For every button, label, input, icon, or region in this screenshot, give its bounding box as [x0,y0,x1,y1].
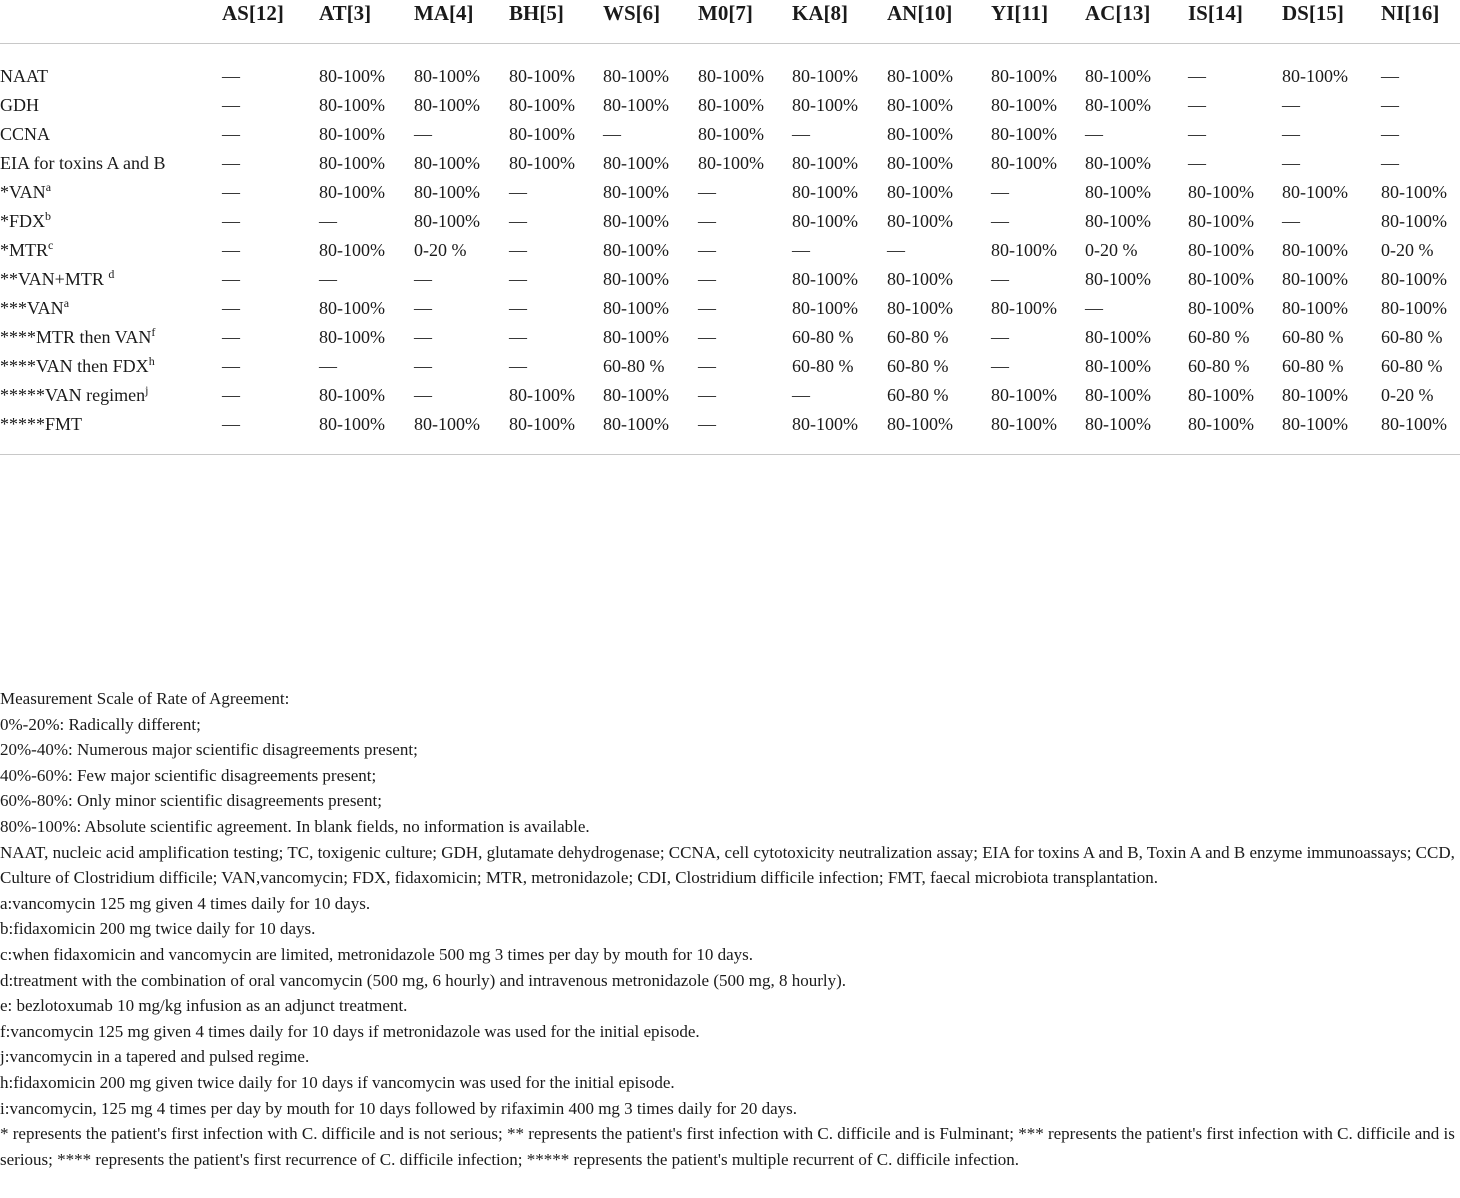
table-cell: 80-100% [1085,182,1151,202]
table-cell: 80-100% [1188,298,1254,318]
footnote-line: f:vancomycin 125 mg given 4 times daily for 10 days if metronidazole was used for the initial episode. [0,1021,700,1041]
table-cell: 80-100% [991,95,1057,115]
column-header: NI[16] [1381,0,1460,44]
table-cell: 80-100% [319,327,385,347]
footnote-marker: j [145,383,149,397]
footnote-line: b:fidaxomicin 200 mg twice daily for 10 days. [0,919,316,939]
row-label [0,323,222,352]
table-cell: 80-100% [1188,182,1254,202]
row-label-text: *VAN [0,182,46,202]
table-cell: 80-100% [1381,182,1447,202]
column-header: KA[8] [792,0,887,44]
table-cell: — [1381,124,1399,144]
table-cell: — [698,410,792,455]
table-cell: 60-80 % [1188,356,1250,376]
table-cell: 80-100% [509,153,575,173]
footnote-marker: f [151,325,156,339]
table-cell: 80-100% [1188,211,1254,231]
table-row [0,178,1460,207]
row-label [0,120,222,149]
footnote-marker: h [148,354,155,368]
row-label [0,294,222,323]
table-cell: 80-100% [991,240,1057,260]
row-label [0,207,222,236]
footnote-line: 0%-20%: Radically different; [0,714,201,734]
table-cell: — [792,124,810,144]
table-cell: — [1381,95,1399,115]
footnote-line: d:treatment with the combination of oral vancomycin (500 mg, 6 hourly) and intravenous metronidazole (500 mg, 8 hourly). [0,970,847,990]
footnote-line: Measurement Scale of Rate of Agreement: [0,689,290,708]
agreement-table [0,0,1460,455]
table-cell: 80-100% [319,153,385,173]
row-label-text: *FDX [0,211,46,231]
row-label-text: *****FMT [0,414,83,434]
footnote-marker: b [45,209,52,223]
table-cell: 80-100% [792,410,887,455]
footnote-line: * represents the patient's first infection with C. difficile and is not serious; ** represents the patient's first infection with C. difficile and is Fulminant; *** represents the patient's first infection with C. difficile and is serious; **** represents the patient's first recurrence of C. difficile infection; ***** represents the patient's multiple recurrent of C. difficile infection. [0,1124,1455,1169]
table-cell: 60-80 % [792,356,854,376]
table-cell: 80-100% [1381,211,1447,231]
table-row [0,91,1460,120]
table-cell: 80-100% [1282,298,1348,318]
row-label-text: ****VAN then FDX [0,356,149,376]
table-cell: 80-100% [603,240,669,260]
table-cell: — [792,385,810,405]
table-cell: 80-100% [603,327,669,347]
column-header: AC[13] [1085,0,1188,44]
table-row [0,44,1460,92]
row-label [0,178,222,207]
footnote-marker: c [48,238,54,252]
table-cell: — [792,240,810,260]
table-cell: 80-100% [991,66,1057,86]
table-cell: 80-100% [991,153,1057,173]
table-cell: — [1381,66,1399,86]
footnote-line: j:vancomycin in a tapered and pulsed regime. [0,1047,310,1067]
table-cell: — [509,269,527,289]
table-cell: 0-20 % [414,240,467,260]
table-cell: 80-100% [887,95,953,115]
footnote-line: 20%-40%: Numerous major scientific disagreements present; [0,740,418,760]
table-cell: — [698,182,716,202]
table-cell: 80-100% [1085,356,1151,376]
row-label-text: ***VAN [0,298,64,318]
table-cell: 80-100% [319,298,385,318]
table-cell: 80-100% [509,410,603,455]
table-cell: 80-100% [509,124,575,144]
row-label-text: *****VAN regimen [0,385,146,405]
table-cell: — [222,211,240,231]
table-cell: 60-80 % [792,327,854,347]
table-cell: 80-100% [792,269,858,289]
table-cell: 80-100% [1381,269,1447,289]
table-cell: 80-100% [991,298,1057,318]
table-cell: — [509,211,527,231]
table-cell: — [414,385,432,405]
table-cell: 80-100% [509,385,575,405]
table-cell: 80-100% [1188,410,1282,455]
table-cell: 60-80 % [887,356,949,376]
row-label-text: ****MTR then VAN [0,327,152,347]
table-cell: — [222,298,240,318]
row-label-text: *MTR [0,240,49,260]
table-cell: 80-100% [603,385,669,405]
table-cell: 80-100% [887,66,953,86]
table-cell: 80-100% [887,410,991,455]
table-cell: — [698,356,716,376]
table-cell: 80-100% [414,182,480,202]
row-label-text: GDH [0,95,39,115]
table-cell: 80-100% [1085,269,1151,289]
table-cell: — [1188,153,1206,173]
table-cell: — [698,385,716,405]
table-cell: — [222,153,240,173]
table-cell: 80-100% [1085,153,1151,173]
table-cell: 0-20 % [1381,240,1434,260]
table-cell: — [698,269,716,289]
table-footnotes [0,686,1460,1172]
table-cell: — [222,327,240,347]
table-cell: 80-100% [603,182,669,202]
column-header: AS[12] [222,0,319,44]
column-header: AT[3] [319,0,414,44]
table-cell: 80-100% [887,211,953,231]
table-cell: — [509,240,527,260]
table-cell: 80-100% [1381,298,1447,318]
table-cell: — [1085,298,1103,318]
table-cell: 80-100% [414,211,480,231]
table-cell: — [509,182,527,202]
table-cell: — [222,240,240,260]
row-label [0,149,222,178]
table-cell: 80-100% [991,385,1057,405]
table-cell: 80-100% [698,124,764,144]
table-row [0,149,1460,178]
table-cell: — [414,356,432,376]
table-cell: 80-100% [414,66,480,86]
column-header: BH[5] [509,0,603,44]
table-cell: 80-100% [509,66,575,86]
table-cell: 80-100% [319,124,385,144]
footnote-line: e: bezlotoxumab 10 mg/kg infusion as an adjunct treatment. [0,996,408,1016]
table-cell: — [1381,153,1399,173]
table-cell: 80-100% [1085,66,1151,86]
table-cell: 80-100% [414,153,480,173]
table-cell: 60-80 % [887,327,949,347]
table-cell: — [222,182,240,202]
table-cell: 80-100% [1085,385,1151,405]
table-cell: — [222,95,240,115]
table-cell: — [222,410,319,455]
table-cell: 80-100% [319,385,385,405]
table-cell: 60-80 % [1282,356,1344,376]
table-cell: 80-100% [603,410,698,455]
table-row [0,207,1460,236]
table-cell: — [887,240,905,260]
table-row [0,294,1460,323]
footnote-line: 40%-60%: Few major scientific disagreements present; [0,765,377,785]
column-header: YI[11] [991,0,1085,44]
table-cell: 80-100% [319,66,385,86]
table-cell: 60-80 % [1381,356,1443,376]
table-cell: — [222,385,240,405]
table-cell: — [1282,95,1300,115]
row-label [0,410,222,455]
footnote-line: a:vancomycin 125 mg given 4 times daily for 10 days. [0,893,371,913]
table-cell: — [319,211,337,231]
table-cell: 80-100% [319,182,385,202]
table-cell: 80-100% [603,211,669,231]
table-cell: 80-100% [1282,410,1381,455]
table-cell: 80-100% [319,95,385,115]
table-cell: — [991,269,1009,289]
footnote-marker: d [108,267,115,281]
table-cell: 80-100% [1085,211,1151,231]
table-cell: — [509,356,527,376]
table-cell: — [1188,95,1206,115]
table-cell: 80-100% [1282,66,1348,86]
table-cell: 60-80 % [887,385,949,405]
table-cell: 80-100% [319,240,385,260]
table-cell: — [991,211,1009,231]
table-cell: 80-100% [603,95,669,115]
table-cell: — [991,356,1009,376]
table-row [0,410,1460,455]
table-cell: 80-100% [698,66,764,86]
table-cell: — [414,327,432,347]
table-cell: 80-100% [792,153,858,173]
table-cell: 80-100% [1085,410,1188,455]
table-cell: — [222,269,240,289]
table-cell: 80-100% [509,95,575,115]
table-cell: 80-100% [1282,269,1348,289]
table-cell: 80-100% [1085,327,1151,347]
footnote-line: c:when fidaxomicin and vancomycin are limited, metronidazole 500 mg 3 times per day by mouth for 10 days. [0,944,753,964]
row-label-text: EIA for toxins A and B [0,153,166,173]
table-row [0,120,1460,149]
table-cell: — [222,66,240,86]
table-cell: 0-20 % [1085,240,1138,260]
column-header: AN[10] [887,0,991,44]
row-label [0,381,222,410]
row-label-text: **VAN+MTR [0,269,104,289]
table-cell: 80-100% [887,182,953,202]
table-body [0,44,1460,455]
table-cell: — [991,182,1009,202]
column-header-label [0,0,222,44]
table-cell: — [698,240,716,260]
row-label [0,352,222,381]
table-cell: 0-20 % [1381,385,1434,405]
column-header: MA[4] [414,0,509,44]
table-row [0,265,1460,294]
table-cell: 80-100% [603,153,669,173]
footnote-marker: a [63,296,70,310]
table-row [0,323,1460,352]
footnote-line: 80%-100%: Absolute scientific agreement. In blank fields, no information is available. [0,816,590,836]
table-cell: 80-100% [319,410,414,455]
table-cell: 80-100% [603,66,669,86]
table-cell: — [1085,124,1103,144]
table-cell: — [1282,211,1300,231]
table-cell: 80-100% [1282,182,1348,202]
row-label-text: NAAT [0,66,48,86]
table-cell: 80-100% [792,211,858,231]
table-cell: — [698,327,716,347]
table-cell: 80-100% [792,298,858,318]
footnote-marker: a [45,180,52,194]
table-cell: 80-100% [414,410,509,455]
table-cell: 80-100% [1188,269,1254,289]
table-cell: — [319,356,337,376]
row-label [0,91,222,120]
footnote-line: i:vancomycin, 125 mg 4 times per day by mouth for 10 days followed by rifaximin 400 mg 3 times daily for 20 days. [0,1098,797,1118]
table-row [0,236,1460,265]
table-cell: — [1282,124,1300,144]
row-label-text: CCNA [0,124,51,144]
table-cell: 80-100% [792,66,858,86]
table-cell: 80-100% [1381,410,1460,455]
table-cell: 80-100% [887,124,953,144]
column-header: IS[14] [1188,0,1282,44]
table-cell: 80-100% [991,410,1085,455]
table-cell: — [698,298,716,318]
table-cell: — [414,269,432,289]
table-cell: — [603,124,621,144]
table-cell: 80-100% [1188,385,1254,405]
table-cell: 80-100% [887,269,953,289]
row-label [0,44,222,92]
table-cell: 80-100% [887,298,953,318]
table-cell: 60-80 % [1188,327,1250,347]
table-cell: — [698,211,716,231]
table-cell: 80-100% [1085,95,1151,115]
table-cell: 80-100% [792,95,858,115]
table-cell: 80-100% [1188,240,1254,260]
table-cell: 80-100% [1282,240,1348,260]
table-cell: 60-80 % [1282,327,1344,347]
table-cell: 80-100% [698,153,764,173]
table-cell: — [414,124,432,144]
table-cell: — [991,327,1009,347]
table-cell: — [1188,124,1206,144]
row-label [0,236,222,265]
table-row [0,352,1460,381]
row-label [0,265,222,294]
column-header: DS[15] [1282,0,1381,44]
table-cell: 80-100% [991,124,1057,144]
table-cell: 80-100% [603,298,669,318]
table-cell: — [222,124,240,144]
table-cell: 80-100% [887,153,953,173]
column-header: M0[7] [698,0,792,44]
table-cell: 80-100% [1282,385,1348,405]
table-cell: 80-100% [698,95,764,115]
table-cell: — [1282,153,1300,173]
table-cell: — [509,327,527,347]
table-cell: 80-100% [603,269,669,289]
column-header: WS[6] [603,0,698,44]
footnote-line: 60%-80%: Only minor scientific disagreements present; [0,791,382,811]
table-cell: 60-80 % [603,356,665,376]
table-cell: — [509,298,527,318]
footnote-line: h:fidaxomicin 200 mg given twice daily for 10 days if vancomycin was used for the initial episode. [0,1072,675,1092]
table-cell: 80-100% [414,95,480,115]
table-header-row [0,0,1460,44]
table-cell: — [1188,66,1206,86]
table-cell: — [414,298,432,318]
table-cell: — [319,269,337,289]
table-cell: — [222,356,240,376]
footnote-line: NAAT, nucleic acid amplification testing; TC, toxigenic culture; GDH, glutamate dehydrogenase; CCNA, cell cytotoxicity neutralization assay; EIA for toxins A and B, Toxin A and B enzyme immunoassays; CCD, Culture of Clostridium difficile; VAN,vancomycin; FDX, fidaxomicin; MTR, metronidazole; CDI, Clostridium difficile infection; FMT, faecal microbiota transplantation. [0,842,1455,888]
table-row [0,381,1460,410]
table-cell: 60-80 % [1381,327,1443,347]
table-cell: 80-100% [792,182,858,202]
